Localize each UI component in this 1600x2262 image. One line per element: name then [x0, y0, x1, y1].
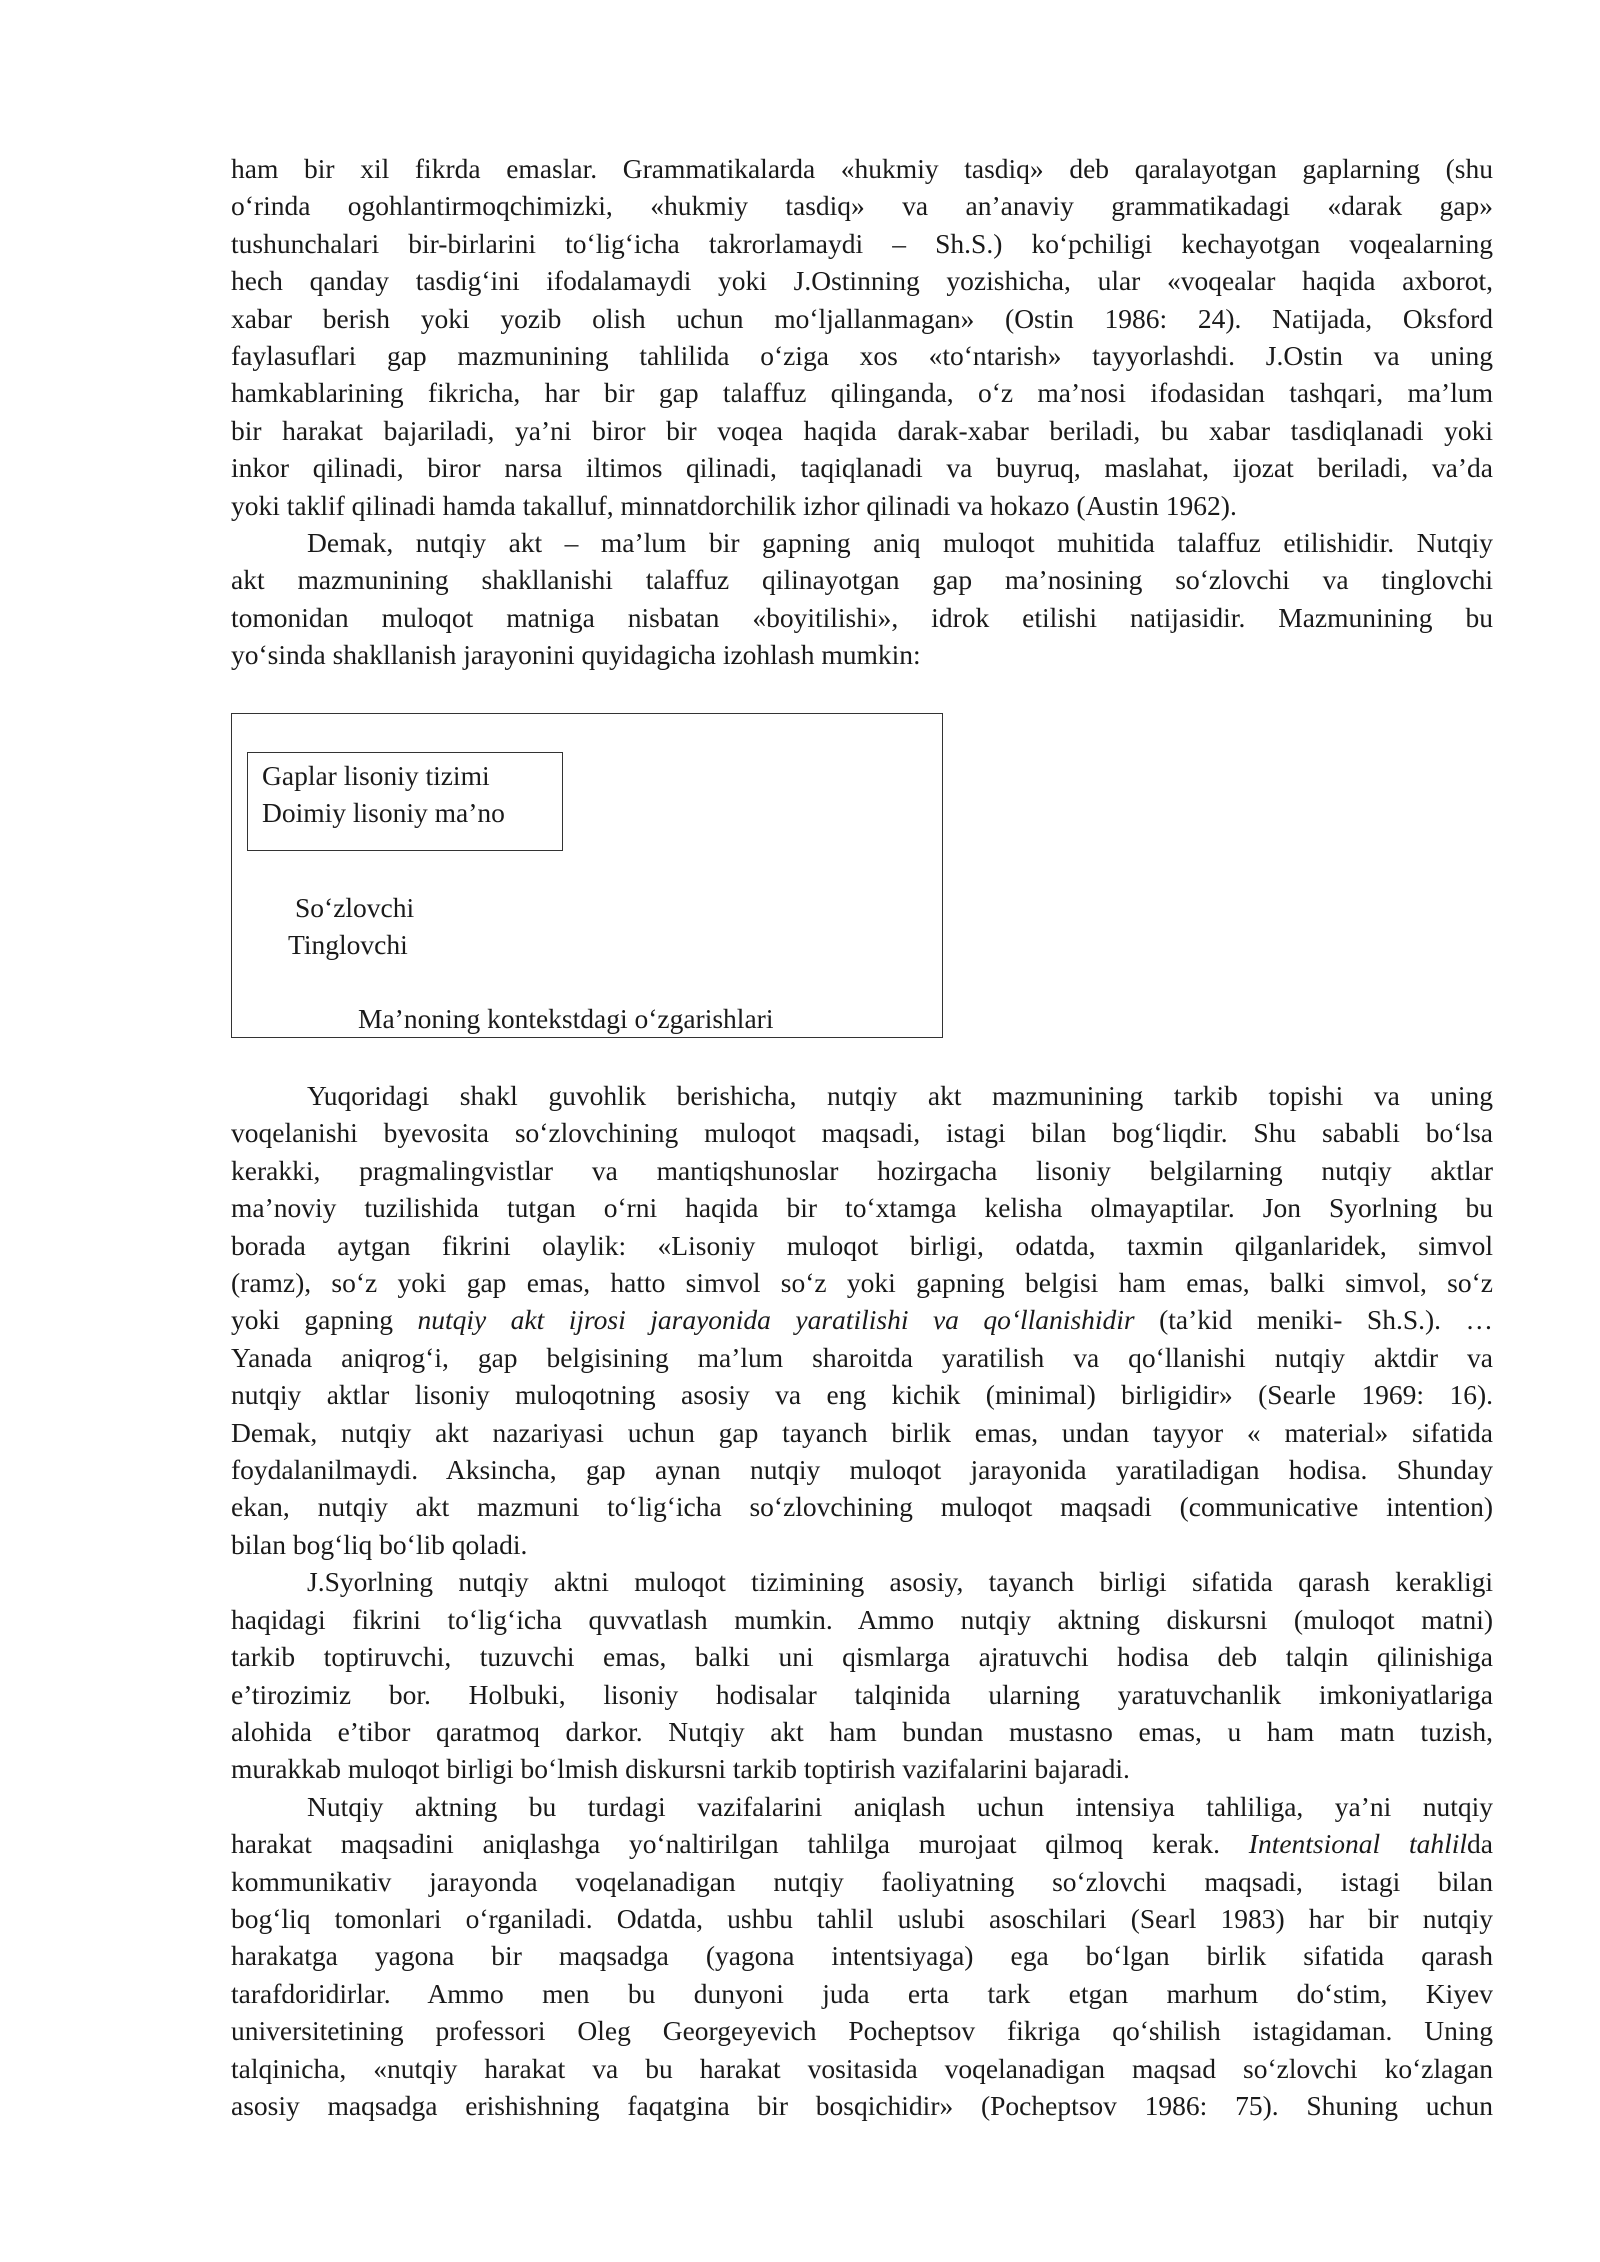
document-body-bottom: [231, 1077, 1493, 2124]
text-line: tarkib toptiruvchi, tuzuvchi emas, balki uni qismlarga ajratuvchi hodisa deb talqin qilinishiga: [231, 1641, 1493, 1673]
text-line: e’tirozimiz bor. Holbuki, lisoniy hodisalar talqinida ularning yaratuvchanlik imkoniyatlariga: [231, 1678, 1493, 1710]
italic-emphasis: nutqiy akt ijrosi jarayonida yaratilishi va qo‘llanishidir: [417, 1304, 1135, 1336]
text-line: haqidagi fikrini to‘lig‘icha quvvatlash mumkin. Ammo nutqiy aktning diskursni (muloqot matni): [231, 1603, 1493, 1635]
text-line: faylasuflari gap mazmunining tahlilida o‘ziga xos «to‘ntarish» tayyorlashdi. J.Ostin va uning: [231, 340, 1493, 372]
text-line: bog‘liq tomonlari o‘rganiladi. Odatda, ushbu tahlil uslubi asoschilari (Searl 1983) har bir nutqiy: [231, 1902, 1493, 1934]
text-line: hech qanday tasdig‘ini ifodalamaydi yoki J.Ostinning yozishicha, ular «voqealar haqida axborot,: [231, 265, 1493, 297]
box-line-meaning: Doimiy lisoniy ma’no: [262, 797, 505, 828]
text-line: harakatga yagona bir maqsadga (yagona intentsiyaga) ega bo‘lgan birlik sifatida qarash: [231, 1940, 1493, 1972]
text-line: tomonidan muloqot matniga nisbatan «boyitilishi», idrok etilishi natijasidir. Mazmunining bu: [231, 601, 1493, 633]
text-line-with-italic: [231, 1825, 1493, 1862]
text-line: alohida e’tibor qaratmoq darkor. Nutqiy akt ham bundan mustasno emas, u ham matn tuzish,: [231, 1715, 1493, 1747]
text-fragment: harakat maqsadini aniqlashga yo‘naltirilgan tahlilga murojaat qilmoq kerak.: [231, 1828, 1249, 1860]
paragraph-yuqoridagi: [231, 1077, 1493, 1563]
text-line: yo‘sinda shakllanish jarayonini quyidagicha izohlash mumkin:: [231, 639, 921, 671]
paragraph-nutqiy: [231, 1788, 1493, 2125]
text-line: ekan, nutqiy akt mazmuni to‘lig‘icha so‘zlovchining muloqot maqsadi (communicative intention): [231, 1491, 1493, 1523]
text-line-with-italic: [231, 1301, 1493, 1338]
text-line: inkor qilinadi, biror narsa iltimos qilinadi, taqiqlanadi va buyruq, maslahat, ijozat beriladi, va’da: [231, 452, 1493, 484]
text-line: (ramz), so‘z yoki gap emas, hatto simvol so‘z yoki gapning belgisi ham emas, balki simvol, so‘z: [231, 1267, 1493, 1299]
paragraph-demak: [231, 524, 1493, 674]
speaker-label: So‘zlovchi: [295, 892, 415, 923]
text-line: hamkablarining fikricha, har bir gap talaffuz qilinganda, o‘z ma’nosi ifodasidan tashqari, ma’lum: [231, 377, 1493, 409]
text-line: akt mazmunining shakllanishi talaffuz qilinayotgan gap ma’nosining so‘zlovchi va tinglovchi: [231, 564, 1493, 596]
text-line: o‘rinda ogohlantirmoqchimizki, «hukmiy tasdiq» va an’anaviy grammatikadagi «darak gap»: [231, 190, 1493, 222]
text-line: murakkab muloqot birligi bo‘lmish diskursni tarkib toptirish vazifalarini bajaradi.: [231, 1753, 1130, 1785]
text-line: asosiy maqsadga erishishning faqatgina bir bosqichidir» (Pocheptsov 1986: 75). Shuning uchun: [231, 2089, 1493, 2121]
language-system-box: [247, 752, 563, 851]
listener-label: Tinglovchi: [288, 929, 408, 960]
text-line: ma’noviy tuzilishida tutgan o‘rni haqida bir to‘xtamga kelisha olmayaptilar. Jon Syorlning bu: [231, 1192, 1493, 1224]
text-fragment: (ta’kid meniki- Sh.S.). …: [1134, 1304, 1493, 1336]
text-line: yoki taklif qilinadi hamda takalluf, minnatdorchilik izhor qilinadi va hokazo (Austin 1962).: [231, 489, 1237, 521]
italic-term: Intentsional tahlil: [1248, 1828, 1468, 1860]
text-line: Demak, nutqiy akt nazariyasi uchun gap tayanch birlik emas, undan tayyor « material» sifatida: [231, 1416, 1493, 1448]
text-line: Demak, nutqiy akt – ma’lum bir gapning aniq muloqot muhitida talaffuz etilishidir. Nutqiy: [307, 527, 1493, 559]
text-fragment: da: [1467, 1828, 1493, 1860]
text-line: bir harakat bajariladi, ya’ni biror bir voqea haqida darak-xabar beriladi, bu xabar tasdiqlanadi yoki: [231, 414, 1493, 446]
paragraph-continued: [231, 150, 1493, 524]
text-line: talqinicha, «nutqiy harakat va bu harakat vositasida voqelanadigan maqsad so‘zlovchi ko‘zlagan: [231, 2052, 1493, 2084]
paragraph-syorl: [231, 1563, 1493, 1787]
text-line: bilan bog‘liq bo‘lib qoladi.: [231, 1528, 528, 1560]
text-line: Yanada aniqrog‘i, gap belgisining ma’lum sharoitda yaratilish va qo‘llanishi nutqiy aktdir va: [231, 1341, 1493, 1373]
text-line: foydalanilmaydi. Aksincha, gap aynan nutqiy muloqot jarayonida yaratiladigan hodisa. Shunday: [231, 1454, 1493, 1486]
text-line: universitetining professori Oleg Georgeyevich Pocheptsov fikriga qo‘shilish istagidaman. Uning: [231, 2015, 1493, 2047]
context-label: Ma’noning kontekstdagi o‘zgarishlari: [358, 1003, 774, 1034]
text-line: borada aytgan fikrini olaylik: «Lisoniy muloqot birligi, odatda, taxmin qilganlaridek, simvol: [231, 1229, 1493, 1261]
text-line: Yuqoridagi shakl guvohlik berishicha, nutqiy akt mazmunining tarkib topishi va uning: [307, 1080, 1493, 1111]
text-line: kerakki, pragmalingvistlar va mantiqshunoslar hozirgacha lisoniy belgilarning nutqiy aktlar: [231, 1154, 1493, 1186]
text-line: kommunikativ jarayonda voqelanadigan nutqiy faoliyatning so‘zlovchi maqsadi, istagi bilan: [231, 1865, 1493, 1897]
text-line: xabar berish yoki yozib olish uchun mo‘ljallanmagan» (Ostin 1986: 24). Natijada, Oksford: [231, 302, 1493, 334]
text-line: J.Syorlning nutqiy aktni muloqot tizimining asosiy, tayanch birligi sifatida qarash kerakligi: [307, 1566, 1493, 1598]
text-line: tarafdoridirlar. Ammo men bu dunyoni juda erta tark etgan marhum do‘stim, Kiyev: [231, 1977, 1493, 2009]
box-line-system: Gaplar lisoniy tizimi: [262, 760, 490, 791]
text-line: Nutqiy aktning bu turdagi vazifalarini aniqlash uchun intensiya tahliliga, ya’ni nutqiy: [307, 1790, 1493, 1822]
text-line: nutqiy aktlar lisoniy muloqotning asosiy va eng kichik (minimal) birligidir» (Searle 1969: 16).: [231, 1379, 1493, 1411]
text-line: voqelanishi byevosita so‘zlovchining muloqot maqsadi, istagi bilan bog‘liqdir. Shu sababli bo‘lsa: [231, 1117, 1493, 1149]
document-body-top: [231, 150, 1493, 674]
text-line: ham bir xil fikrda emaslar. Grammatikalarda «hukmiy tasdiq» deb qaralayotgan gaplarning (shu: [231, 153, 1493, 184]
meaning-diagram: [231, 713, 943, 1038]
text-fragment: yoki gapning: [231, 1304, 418, 1336]
text-line: tushunchalari bir-birlarini to‘lig‘icha takrorlamaydi – Sh.S.) ko‘pchiligi kechayotgan voqealarning: [231, 227, 1493, 259]
